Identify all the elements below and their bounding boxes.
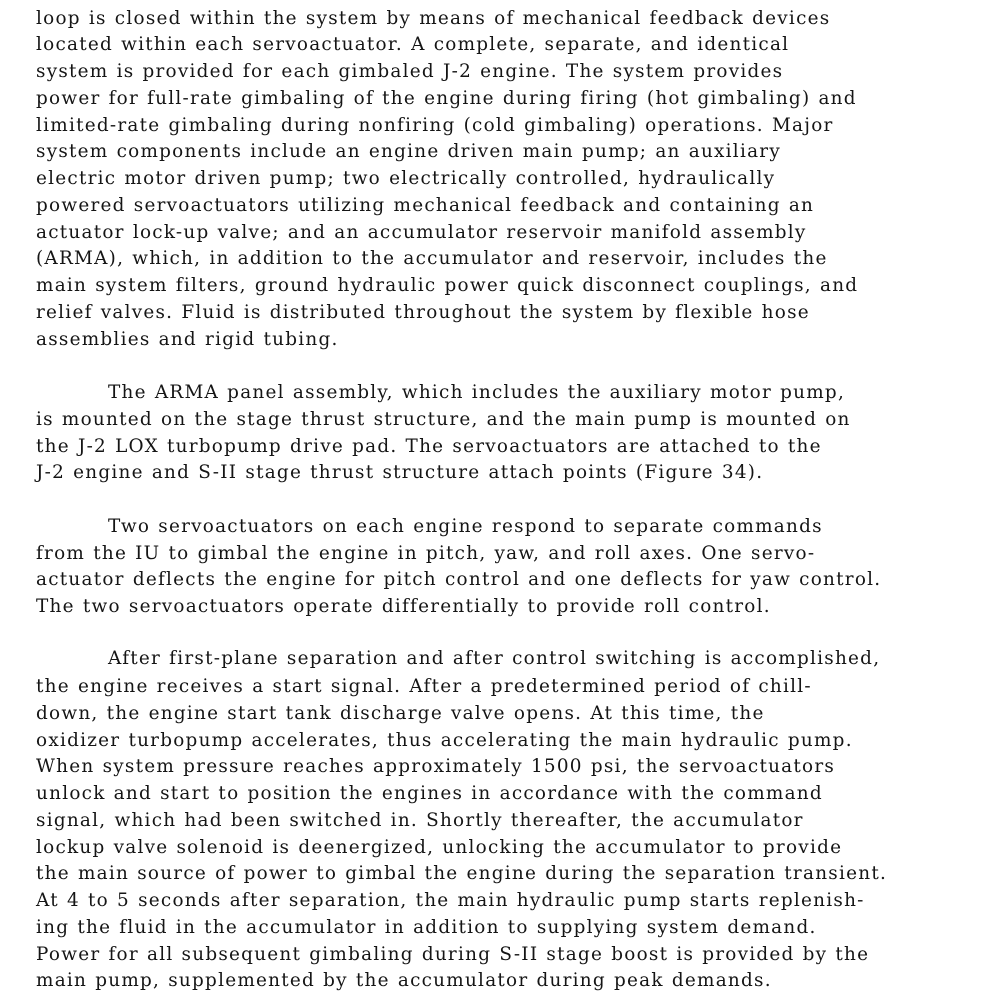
text-line: main system filters, ground hydraulic power quick disconnect couplings, and bbox=[36, 275, 859, 296]
text-line: powered servoactuators utilizing mechanical feedback and containing an bbox=[36, 195, 815, 216]
text-line: unlock and start to position the engines in accordance with the command bbox=[36, 783, 823, 804]
text-line: actuator lock-up valve; and an accumulator reservoir manifold assembly bbox=[36, 222, 807, 243]
text-line: The two servoactuators operate differentially to provide roll control. bbox=[36, 596, 771, 617]
text-line: ing the fluid in the accumulator in addition to supplying system demand. bbox=[36, 917, 817, 938]
text-line: lockup valve solenoid is deenergized, unlocking the accumulator to provide bbox=[36, 837, 843, 858]
text-line: the J-2 LOX turbopump drive pad. The servoactuators are attached to the bbox=[36, 436, 822, 457]
text-line: main pump, supplemented by the accumulator during peak demands. bbox=[36, 970, 772, 991]
text-line: is mounted on the stage thrust structure, and the main pump is mounted on bbox=[36, 409, 851, 430]
text-line: electric motor driven pump; two electrically controlled, hydraulically bbox=[36, 168, 776, 189]
text-line: actuator deflects the engine for pitch control and one deflects for yaw control. bbox=[36, 569, 882, 590]
text-line: After first-plane separation and after control switching is accomplished, bbox=[108, 648, 881, 669]
text-line: system components include an engine driven main pump; an auxiliary bbox=[36, 141, 781, 162]
text-line: The ARMA panel assembly, which includes the auxiliary motor pump, bbox=[108, 382, 846, 403]
text-line: the engine receives a start signal. After a predetermined period of chill- bbox=[36, 676, 812, 697]
text-line: power for full-rate gimbaling of the engine during firing (hot gimbaling) and bbox=[36, 88, 857, 109]
text-line: down, the engine start tank discharge valve opens. At this time, the bbox=[36, 703, 765, 724]
text-line: (ARMA), which, in addition to the accumulator and reservoir, includes the bbox=[36, 248, 828, 269]
text-line: Two servoactuators on each engine respond to separate commands bbox=[108, 516, 823, 537]
text-line: signal, which had been switched in. Shortly thereafter, the accumulator bbox=[36, 810, 804, 831]
text-line: J-2 engine and S-II stage thrust structure attach points (Figure 34). bbox=[36, 462, 764, 483]
text-line: relief valves. Fluid is distributed throughout the system by flexible hose bbox=[36, 302, 810, 323]
text-line: loop is closed within the system by means of mechanical feedback devices bbox=[36, 8, 831, 29]
text-line: oxidizer turbopump accelerates, thus accelerating the main hydraulic pump. bbox=[36, 730, 853, 751]
text-line: assemblies and rigid tubing. bbox=[36, 329, 339, 350]
text-line: located within each servoactuator. A complete, separate, and identical bbox=[36, 34, 790, 55]
text-line: system is provided for each gimbaled J-2 engine. The system provides bbox=[36, 61, 784, 82]
text-line: When system pressure reaches approximately 1500 psi, the servoactuators bbox=[36, 756, 836, 777]
text-line: limited-rate gimbaling during nonfiring (cold gimbaling) operations. Major bbox=[36, 115, 834, 136]
text-line: Power for all subsequent gimbaling during S-II stage boost is provided by the bbox=[36, 944, 870, 965]
text-line: the main source of power to gimbal the engine during the separation transient. bbox=[36, 863, 888, 884]
text-line: At 4 to 5 seconds after separation, the main hydraulic pump starts replenish- bbox=[36, 890, 865, 911]
text-line: from the IU to gimbal the engine in pitch, yaw, and roll axes. One servo- bbox=[36, 543, 816, 564]
